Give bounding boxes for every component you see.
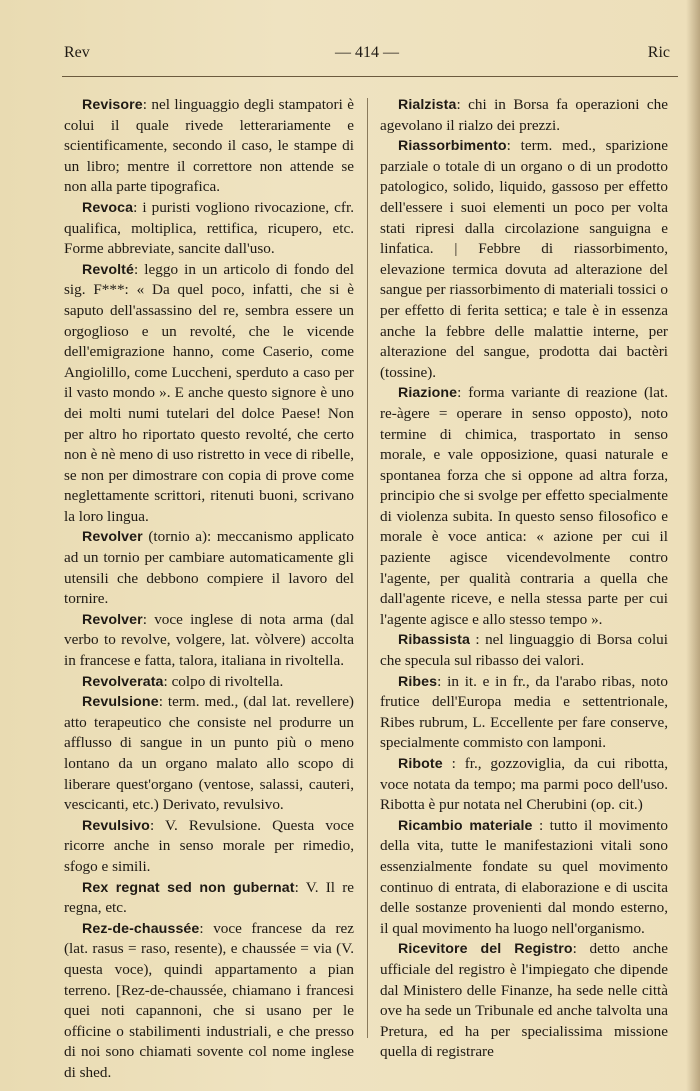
entry-headword: Ribassista: [398, 632, 470, 649]
dictionary-entry: [380, 754, 668, 816]
entry-definition: : V. Il re regna, etc.: [64, 878, 355, 917]
entry-headword: Revulsivo: [82, 817, 150, 834]
dictionary-entry: [380, 672, 668, 754]
entry-headword: Revolté: [82, 261, 134, 278]
entry-headword: Rex regnat sed non gubernat: [82, 879, 295, 896]
entry-headword: Rez-de-chaussée: [82, 920, 200, 937]
dictionary-entry: [64, 527, 354, 609]
entry-definition: : V. Revulsione. Questa voce ricorre anche in senso morale per rimedio, sfogo e simili.: [64, 816, 354, 875]
entry-headword: Revolverata: [82, 673, 164, 690]
entry-definition: : term. med., (dal lat. revellere) atto terapeutico che consiste nel produrre un afflusso di sangue in un punto più o meno lontano da un organo malato allo scopo di liberare quest'organo (ventose, salassi, cauteri, vescicanti, etc.) Derivato, revulsivo.: [64, 693, 354, 814]
page-edge-shadow: [686, 0, 700, 1091]
entry-definition: : chi in Borsa fa operazioni che agevolano il rialzo dei prezzi.: [380, 96, 668, 134]
dictionary-entry: [64, 692, 354, 816]
entry-definition: : term. med., sparizione parziale o totale di un organo o di un prodotto patologico, solido, liquido, gassoso per effetto dell'essere i suoi elementi un poco per volta stati ripresi dalla circolazione sanguigna e linfatica. | Febbre di riassorbimento, elevazione termica dovuta ad alterazione del sangue per riassorbimento di materiali tossici o per effetto di ferita settica; e tale è in essenza anche la febbre delle malattie interne, per alterazione del sangue, prodotta dai bactèri (tossine).: [380, 137, 668, 381]
entry-definition: : detto anche ufficiale del registro è l'impiegato che dipende dal Ministero delle Finanze, ha sede nelle città ove ha sede un Tribunale ed anche talvolta una Pretura, ed ha per specialissima missione quella di registrare: [380, 940, 668, 1061]
entry-definition: (tornio a): meccanismo applicato ad un tornio per cambiare automaticamente gli utensili che debbono compiere il lavoro del tornire.: [64, 528, 354, 608]
dictionary-entry: [64, 919, 354, 1084]
dictionary-entry: [380, 136, 668, 383]
header-left-guideword: Rev: [64, 44, 90, 61]
dictionary-entry: [380, 630, 668, 671]
entry-headword: Ricevitore del Registro: [398, 941, 573, 958]
entry-headword: Revolver: [82, 611, 143, 628]
entry-definition: : in it. e in fr., da l'arabo ribas, noto frutice dell'Europa media e settentrionale, Ribes rubrum, L. Eccellente per fare conserve, specialmente commisto con lamponi.: [380, 672, 668, 752]
dictionary-entry: [380, 383, 668, 630]
entry-definition: : fr., gozzoviglia, da cui ribotta, voce notata da tempo; ma parmi poco dell'uso. Ribotta è pur notata nel Cherubini (op. cit.): [380, 755, 668, 814]
entry-definition: : nel linguaggio degli stampatori è colui il quale rivede letterariamente e scientificamente, secondo il caso, le stampe di un libro; mentre il correttore non attende se non alla parte tipografica.: [64, 96, 354, 196]
page-number: — 414 —: [335, 44, 399, 61]
right-column: [380, 95, 668, 1063]
dictionary-entry: [64, 198, 354, 260]
entry-definition: : forma variante di reazione (lat. re-àgere = operare in senso opposto), noto termine di chimica, trasportato in senso morale, e vale opposizione, quasi naturale e spontanea forza che si oppone ad altra forza, principio che si svolge per effetto specialmente di violenza subita. In questo senso filosofico e morale è voce antica: « azione per cui il paziente agisce vicendevolmente contro l'agente, per qualità contraria a quella che dall'agente riceve, e nella stessa parte per cui l'agente agisce e allo stesso tempo ».: [380, 384, 668, 628]
entry-headword: Revolver: [82, 529, 143, 546]
dictionary-entry: [380, 95, 668, 136]
entry-definition: : tutto il movimento della vita, tutte le manifestazioni vitali sono essenzialmente fondate su quel movimento continuo di entrata, di elaborazione e di uscita delle sostanze provenienti dal mondo esterno, il qual movimento ha luogo nell'organismo.: [380, 816, 669, 937]
entry-headword: Rialzista: [398, 97, 457, 113]
header-rule: [62, 76, 678, 77]
entry-definition: : leggo in un articolo di fondo del sig. F***: « Da quel poco, infatti, che si è saputo dell'assassino del re, sembra essere un orgoglioso e un revolté, che le vicende dell'emigrazione hanno, come Caserio, come Angiolillo, come Luccheni, sperduto a caso per il vasto mondo ». E anche questo signore è uno dei molti numi tutelari del dolce Paese! Non per altro ho riportato questo revolté, che certo non è nè meno di uso ristretto in vece di ribelle, se non per dimostrare con copia di prove come neglettamente scrittori, ritenuti buoni, scrivano la loro lingua.: [64, 260, 354, 525]
entry-headword: Revulsione: [82, 694, 159, 711]
dictionary-entry: [64, 95, 354, 198]
entry-headword: Ribes: [398, 673, 438, 690]
entry-headword: Ricambio materiale: [398, 817, 533, 834]
entry-definition: : voce francese da rez (lat. rasus = raso, resente), e chaussée = via (V. questa voce), quindi appartamento a pian terreno. [Rez-de-chaussée, chiamano i francesi quei noti capannoni, che si usano per le officine o stabilimenti industriali, e che presso di noi sono chiamati sovente col nome inglese di shed.: [64, 919, 354, 1081]
entry-definition: : voce inglese di nota arma (dal verbo to revolve, volgere, lat. vòlvere) accolta in francese e fatta, talora, italiana in rivoltella.: [64, 610, 354, 670]
entry-definition: : nel linguaggio di Borsa colui che specula sul ribasso dei valori.: [380, 631, 668, 670]
entry-definition: : i puristi vogliono rivocazione, cfr. qualifica, moltiplica, rettifica, ricupero, etc. Forme abbreviate, sancite dall'uso.: [64, 198, 354, 258]
entry-definition: : colpo di rivoltella.: [163, 672, 284, 690]
running-header: [64, 44, 670, 68]
dictionary-entry: [64, 878, 354, 919]
dictionary-entry: [380, 816, 668, 940]
dictionary-entry: [380, 939, 668, 1063]
entry-headword: Revisore: [82, 97, 143, 113]
entry-headword: Riassorbimento: [398, 138, 507, 155]
dictionary-entry: [64, 260, 354, 528]
entry-headword: Revoca: [82, 199, 134, 216]
column-divider: [367, 98, 368, 1038]
entry-headword: Riazione: [398, 385, 458, 402]
entry-headword: Ribote: [398, 756, 443, 772]
header-right-guideword: Ric: [647, 44, 670, 61]
dictionary-entry: [64, 610, 354, 672]
dictionary-entry: [64, 672, 354, 693]
left-column: [64, 95, 354, 1084]
dictionary-entry: [64, 816, 354, 878]
